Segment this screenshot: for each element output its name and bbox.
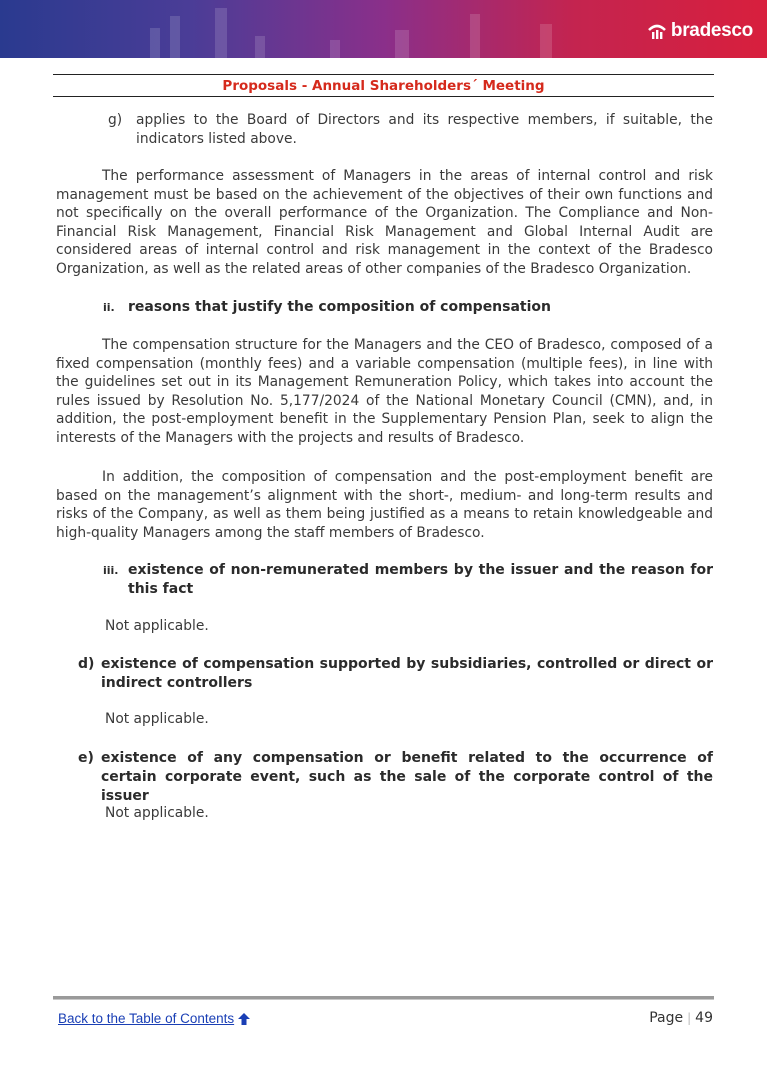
brand-name: bradesco [670,20,753,41]
document-title-bar [53,74,714,97]
page-number: 49 [695,1010,713,1026]
heading-d [78,655,713,693]
heading-text: reasons that justify the composition of compensation [128,299,552,315]
arrow-up-icon [237,1012,251,1026]
list-item-g [108,111,713,148]
page-title: Proposals - Annual Shareholders´ Meeting [222,78,545,94]
bradesco-logo [647,20,753,42]
heading-text: existence of compensation supported by subsidiaries, controlled or direct or indirect controllers [101,656,713,691]
page-separator: | [687,1011,692,1025]
list-item-label: g) [108,112,123,128]
heading-number: ii. [103,301,115,314]
not-applicable-d: Not applicable. [105,711,209,727]
heading-e [78,749,713,806]
heading-number: iii. [103,564,119,577]
tree-icon [647,21,667,41]
heading-text: existence of non-remunerated members by the issuer and the reason for this fact [128,562,713,597]
footer-divider [53,996,714,1000]
heading-number: e) [78,750,94,766]
heading-number: d) [78,656,95,672]
not-applicable-iii: Not applicable. [105,618,209,634]
heading-text: existence of any compensation or benefit related to the occurrence of certain corporate event, such as the sale of the corporate control of the issuer [101,750,713,804]
heading-ii [103,298,713,318]
page-label: Page [649,1010,684,1026]
header-banner [0,0,767,58]
paragraph-compensation-structure: The compensation structure for the Managers and the CEO of Bradesco, composed of a fixed compensation (monthly fees) and a variable compensation (multiple fees), in line with the guidelines set out in its Management Remuneration Policy, which takes into account the rules issued by Resolution No. 5,177/2024 of the National Monetary Council (CMN), and, in addition, the post-employment benefit in the Supplementary Pension Plan, seek to align the interests of the Managers with the projects and results of Bradesco. [56,337,713,446]
heading-iii [103,561,713,599]
page-indicator [649,1010,713,1026]
back-to-toc-label: Back to the Table of Contents [58,1011,235,1026]
back-to-toc-link[interactable] [58,1011,251,1026]
not-applicable-e: Not applicable. [105,805,209,821]
paragraph-composition: In addition, the composition of compensation and the post-employment benefit are based on the management’s alignment with the short-, medium- and long-term results and risks of the Company, as well as them being justified as a means to retain knowledgeable and high-quality Managers among the staff members of Bradesco. [56,469,713,541]
paragraph-performance-assessment: The performance assessment of Managers in the areas of internal control and risk management must be based on the achievement of the objectives of their own functions and not specifically on the overall performance of the Organization. The Compliance and Non-Financial Risk Management, Financial Risk Management and Global Internal Audit are considered areas of internal control and risk management in the context of the Bradesco Organization, as well as the related areas of other companies of the Bradesco Organization. [56,168,713,277]
list-item-text: applies to the Board of Directors and its respective members, if suitable, the indicators listed above. [136,112,713,147]
